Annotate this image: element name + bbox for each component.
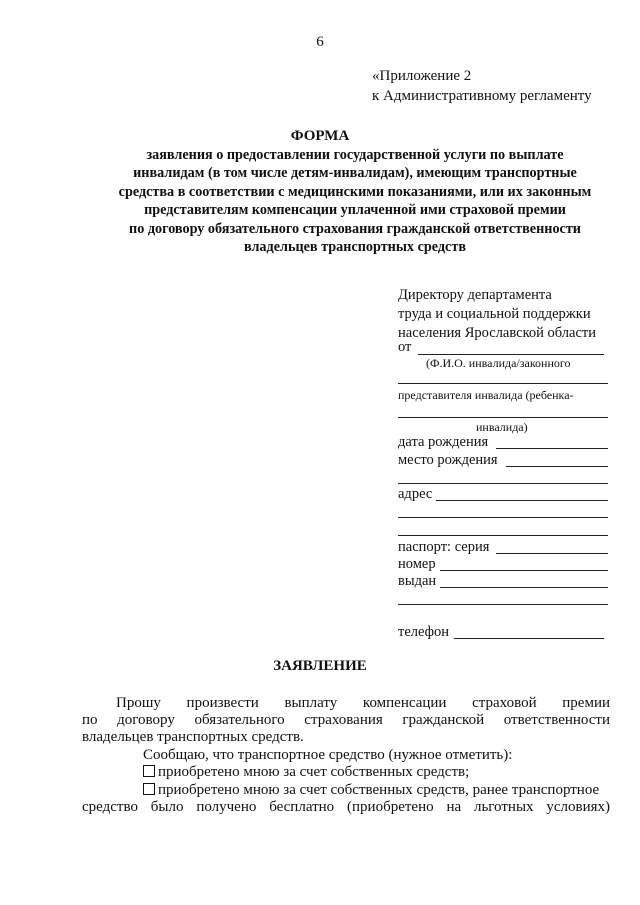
- statement-para1-line3: владельцев транспортных средств.: [82, 729, 304, 745]
- subtitle-line: средства в соответствии с медицинскими показаниями, или их законным: [118, 183, 592, 200]
- hint-representative: представителя инвалида (ребенка-: [398, 388, 574, 402]
- word: премии: [562, 695, 610, 711]
- passport-series-label: паспорт: серия: [398, 539, 490, 555]
- statement-para1-line2: [82, 712, 610, 729]
- statement-para2: Сообщаю, что транспортное средство (нужное отметить):: [143, 747, 513, 763]
- address-line[interactable]: [436, 500, 608, 501]
- addressee-block: [398, 286, 596, 343]
- subtitle-line: по договору обязательного страхования гражданской ответственности: [129, 220, 581, 237]
- addressee-line-1: Директору департамента: [398, 287, 552, 303]
- word: страховой: [472, 695, 537, 711]
- birth-place-line[interactable]: [506, 466, 608, 467]
- subtitle-line: владельцев транспортных средств: [244, 239, 466, 256]
- word: гражданской: [402, 712, 485, 728]
- subtitle-line: представителям компенсации уплаченной ими страховой премии: [144, 202, 566, 219]
- word: обязательного: [194, 712, 285, 728]
- addressee-line-3: населения Ярославской области: [398, 325, 596, 341]
- option-2-line-1: приобретено мною за счет собственных средств, ранее транспортное: [158, 782, 600, 798]
- subtitle-line: инвалидам (в том числе детям-инвалидам), имеющим транспортные: [133, 165, 577, 182]
- word: произвести: [186, 695, 259, 711]
- issued-line-2[interactable]: [398, 604, 608, 605]
- phone-line[interactable]: [454, 638, 604, 639]
- checkbox[interactable]: [143, 783, 155, 795]
- hint-invalid: инвалида): [476, 420, 528, 434]
- hint-fio: (Ф.И.О. инвалида/законного: [426, 356, 571, 370]
- option-2-line-2: [82, 799, 610, 816]
- birth-date-line[interactable]: [496, 448, 608, 449]
- statement-para1-line1: [116, 695, 610, 712]
- phone-label: телефон: [398, 624, 450, 640]
- issued-label: выдан: [398, 573, 437, 589]
- issued-line[interactable]: [440, 587, 608, 588]
- appendix-line-2: к Административному регламенту: [372, 88, 592, 104]
- appendix-line-1: «Приложение 2: [372, 68, 472, 84]
- appendix-header: [372, 66, 592, 106]
- form-title: ФОРМА: [290, 128, 350, 144]
- address-line-3[interactable]: [398, 535, 608, 536]
- from-label: от: [398, 339, 412, 355]
- statement-title: ЗАЯВЛЕНИЕ: [273, 658, 367, 674]
- word: льготных: [473, 799, 534, 815]
- passport-number-line[interactable]: [440, 570, 608, 571]
- word: Прошу: [116, 695, 161, 711]
- address-line-2[interactable]: [398, 517, 608, 518]
- word: выплату: [284, 695, 338, 711]
- birth-place-line-2[interactable]: [398, 483, 608, 484]
- fio-line-2[interactable]: [398, 383, 608, 384]
- option-own-funds-prev-free: [143, 782, 599, 799]
- from-line[interactable]: [418, 354, 604, 355]
- address-label: адрес: [398, 486, 433, 502]
- passport-series-line[interactable]: [496, 553, 608, 554]
- fio-line-3[interactable]: [398, 417, 608, 418]
- birth-date-label: дата рождения: [398, 434, 489, 450]
- word: условиях): [546, 799, 611, 815]
- word: по договору: [82, 712, 175, 728]
- passport-number-label: номер: [398, 556, 436, 572]
- form-subtitle: [95, 146, 615, 256]
- page-number: 6: [316, 34, 324, 50]
- word: бесплатно: [269, 799, 335, 815]
- word: компенсации: [362, 695, 447, 711]
- word: средство: [82, 799, 138, 815]
- word: страхования: [304, 712, 383, 728]
- word: получено: [196, 799, 257, 815]
- word: было: [150, 799, 184, 815]
- addressee-line-2: труда и социальной поддержки: [398, 306, 591, 322]
- birth-place-label: место рождения: [398, 452, 498, 468]
- word: (приобретено: [347, 799, 434, 815]
- option-own-funds-label: приобретено мною за счет собственных средств;: [158, 764, 470, 780]
- word: на: [446, 799, 462, 815]
- word: ответственности: [503, 712, 611, 728]
- option-own-funds: [143, 764, 469, 781]
- subtitle-line: заявления о предоставлении государственной услуги по выплате: [146, 147, 564, 163]
- checkbox[interactable]: [143, 765, 155, 777]
